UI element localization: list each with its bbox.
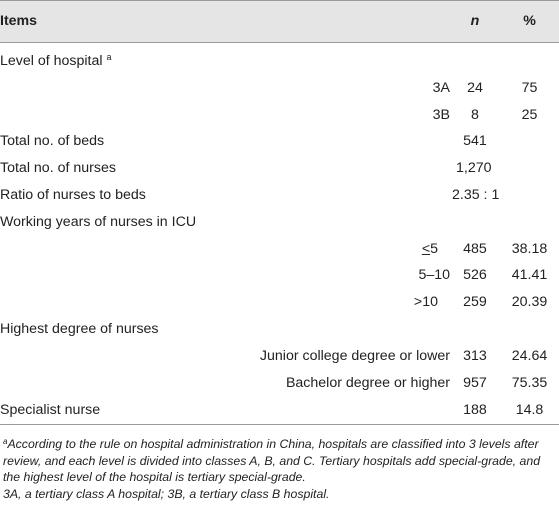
table-footnote [3, 436, 556, 502]
row-n: 485 [463, 240, 487, 257]
footnote-abbreviations: 3A, a tertiary class A hospital; 3B, a tertiary class B hospital. [3, 486, 330, 501]
row-n: 541 [463, 133, 487, 150]
table-row [0, 262, 559, 289]
row-n: 313 [463, 347, 487, 364]
row-label-value: 5 [430, 240, 438, 257]
table-body [0, 43, 559, 425]
table-row [0, 289, 559, 316]
footnote-text: According to the rule on hospital administration in China, hospitals are classified into 3 levels after review, and each level is divided into classes A, B, and C. Tertiary hospitals add special-grade, and the highest level of the hospital is tertiary special-grade. [3, 437, 541, 484]
header-n: n [470, 13, 480, 29]
row-n: 8 [471, 106, 479, 123]
row-percent: 25 [521, 106, 538, 123]
table-row [0, 155, 559, 182]
row-percent: 75.35 [511, 374, 548, 391]
table-header [0, 1, 559, 43]
row-label: Bachelor degree or higher [285, 374, 450, 391]
section-working-years: Working years of nurses in ICU [0, 213, 197, 230]
section-highest-degree: Highest degree of nurses [0, 320, 159, 337]
table-row [0, 43, 559, 75]
row-percent: 75 [521, 79, 538, 96]
row-label: Total no. of nurses [0, 160, 116, 177]
table-row [0, 370, 559, 397]
section-label: Level of hospital [0, 53, 103, 69]
row-percent: 24.64 [511, 347, 548, 364]
row-percent [500, 128, 559, 155]
row-label: Ratio of nurses to beds [0, 186, 146, 203]
row-n: 1,270 [456, 160, 492, 177]
row-label: 5–10 [418, 267, 450, 284]
row-n: 957 [463, 374, 487, 391]
table-row [0, 396, 559, 425]
row-label: Specialist nurse [0, 401, 101, 418]
header-items: Items [0, 13, 38, 29]
table-row [0, 343, 559, 370]
table-row [0, 75, 559, 102]
row-label [0, 236, 450, 263]
footnote-marker: a [106, 52, 112, 62]
row-label: >10 [413, 294, 438, 311]
row-percent: 14.8 [515, 401, 544, 418]
row-percent: 20.39 [511, 294, 548, 311]
table-row [0, 102, 559, 129]
row-n: 259 [463, 294, 487, 311]
row-label: Total no. of beds [0, 133, 105, 150]
row-n: 2.35 : 1 [452, 186, 500, 203]
table-row [0, 236, 559, 263]
table-row [0, 316, 559, 343]
row-n: 24 [467, 79, 483, 96]
table-row [0, 209, 559, 236]
header-percent: % [523, 13, 536, 29]
row-n: 188 [463, 401, 487, 418]
row-label: 3B [432, 106, 450, 123]
row-n: 526 [463, 267, 487, 284]
row-percent: 41.41 [511, 267, 548, 284]
section-level-of-hospital [0, 43, 559, 75]
row-label: Junior college degree or lower [259, 347, 450, 364]
row-percent: 38.18 [511, 240, 548, 257]
table-row [0, 182, 559, 209]
row-label: 3A [432, 79, 450, 96]
less-equal-sign: < [421, 240, 431, 257]
footnote-paragraph [3, 436, 556, 486]
table-row [0, 128, 559, 155]
footnote-marker: a [3, 437, 8, 446]
